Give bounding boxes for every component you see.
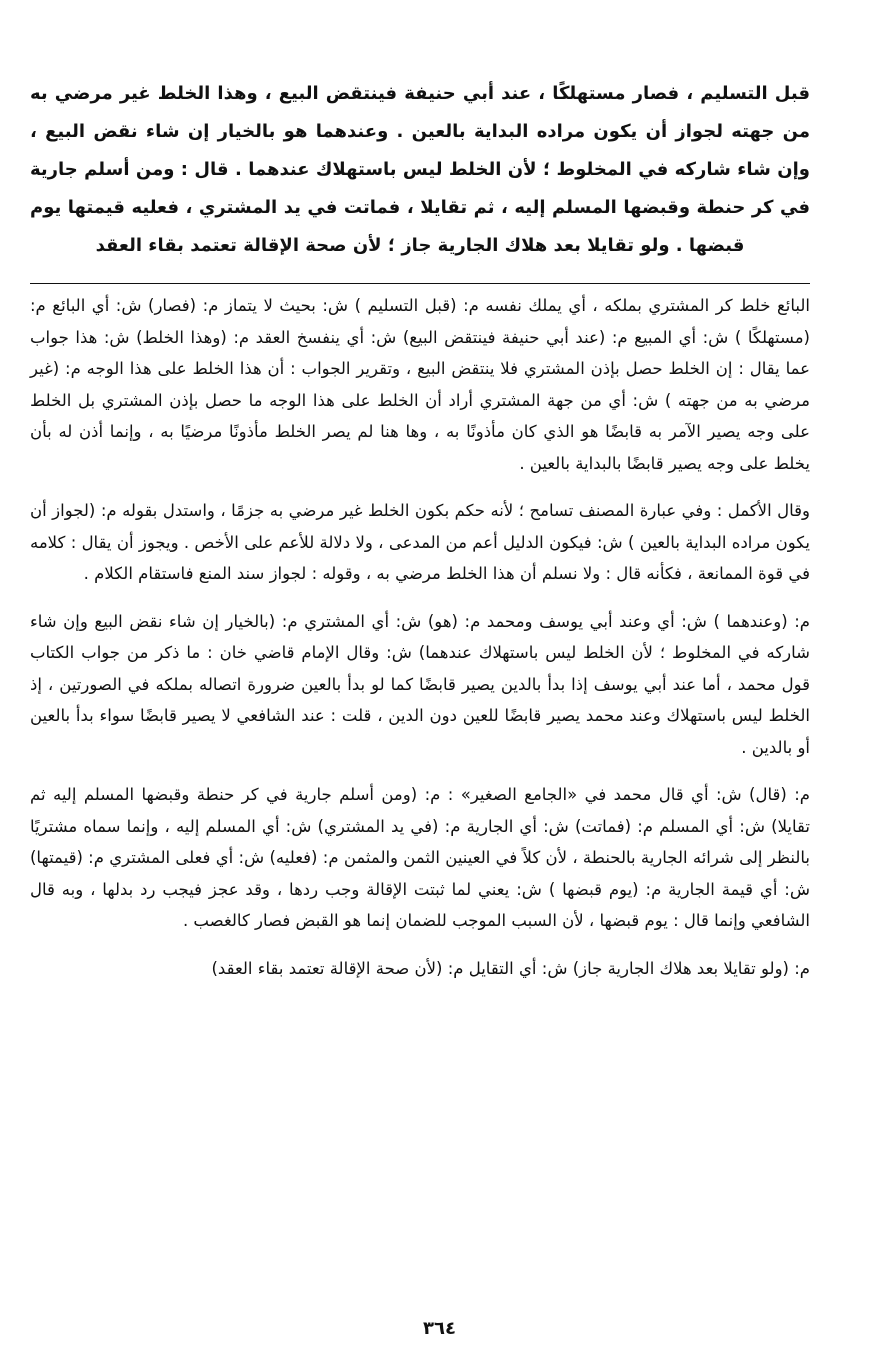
commentary-paragraph-5: م: (ولو تقايلا بعد هلاك الجارية جاز) ش: أي التقايل م: (لأن صحة الإقالة تعتمد بقاء العقد) <box>211 958 810 978</box>
commentary-paragraph-1: البائع خلط كر المشتري بملكه ، أي يملك نفسه م: (قبل التسليم ) ش: بحيث لا يتماز م: (فصار) ش: أي البائع م: (مستهلكًا ) ش: أي المبيع م: (عند أبي حنيفة فينتقض البيع) ش: أي ينفسخ العقد م: (وهذا الخلط) ش: هذا جواب عما يقال : إن الخلط حصل بإذن المشتري فلا ينتقض البيع ، وتقرير الجواب : أن هذا الخلط على هذا الوجه م: (غير مرضي به من جهته ) ش: أي من جهة المشتري أراد أن الخلط على هذا الوجه ما حصل بإذن المشتري بل الخلط على وجه يصير الآمر به قابضًا هو الذي كان مأذونًا به ، وها هنا لم يصر الخلط مأذونًا مرضيًا به ، وإنما أذن له بأن يخلط على وجه يصير قابضًا بالبداية بالعين . <box>30 296 810 473</box>
page-number: ٣٦٤ <box>423 1318 456 1339</box>
commentary-paragraph-4: م: (قال) ش: أي قال محمد في «الجامع الصغير» : م: (ومن أسلم جارية في كر حنطة وقبضها المسلم إليه ثم تقايلا) ش: أي المسلم م: (فماتت) ش: أي الجارية م: (في يد المشتري) ش: أي المسلم إليه ، وإنما سماه مشتريًا بالنظر إلى شرائه الجارية بالحنطة ، لأن كلاً في العينين الثمن والمثمن م: (فعليه) ش: أي فعلى المشتري م: (قيمتها) ش: أي قيمة الجارية م: (يوم قبضها ) ش: يعني لما ثبتت الإقالة وجب ردها ، وقد عجز فيجب رد بدلها ، وبه قال الشافعي وإنما قال : يوم قبضها ، لأن السبب الموجب للضمان إنما هو القبض فصار كالغصب . <box>30 785 810 930</box>
commentary-paragraph-3: م: (وعندهما ) ش: أي وعند أبي يوسف ومحمد م: (هو) ش: أي المشتري م: (بالخيار إن شاء نقض البيع وإن شاء شاركه في المخلوط ؛ لأن الخلط ليس باستهلاك عندهما) ش: وقال الإمام قاضي خان : ما ذكر من جواب الكتاب قول محمد ، أما عند أبي يوسف إذا بدأ بالدين يصير قابضًا كما لو بدأ بالعين ضرورة اتصاله بملكه في الصورتين ، إذ الخلط ليس باستهلاك وعند محمد يصير قابضًا للعين دون الدين ، قلت : عند الشافعي لا يصير قابضًا سواء بدأ بالعين أو بالدين . <box>30 611 810 757</box>
commentary-paragraph-2: وقال الأكمل : وفي عبارة المصنف تسامح ؛ لأنه حكم بكون الخلط غير مرضي به جزمًا ، واستدل بقوله م: (لجواز أن يكون مراده البداية بالعين ) ش: فيكون الدليل أعم من المدعى ، ولا دلالة للأعم على الأخص . ويجوز أن يقال : كلامه في قوة الممانعة ، فكأنه قال : ولا نسلم أن هذا الخلط مرضي به ، وقوله : لجواز سند المنع فاستقام الكلام . <box>30 501 810 583</box>
main-text: قبل التسليم ، فصار مستهلكًا ، عند أبي حنيفة فينتقض البيع ، وهذا الخلط غير مرضي به من جهته لجواز أن يكون مراده البداية بالعين . وعندهما هو بالخيار إن شاء نقض البيع ، وإن شاء شاركه في المخلوط ؛ لأن الخلط ليس باستهلاك عندهما . قال : ومن أسلم جارية في كر حنطة وقبضها المسلم إليه ، ثم تقايلا ، فماتت في يد المشتري ، فعليه قيمتها يوم قبضها . ولو تقايلا بعد هلاك الجارية جاز ؛ لأن صحة الإقالة تعتمد بقاء العقد <box>30 83 810 256</box>
divider-line <box>30 283 810 284</box>
page-body <box>30 75 810 984</box>
